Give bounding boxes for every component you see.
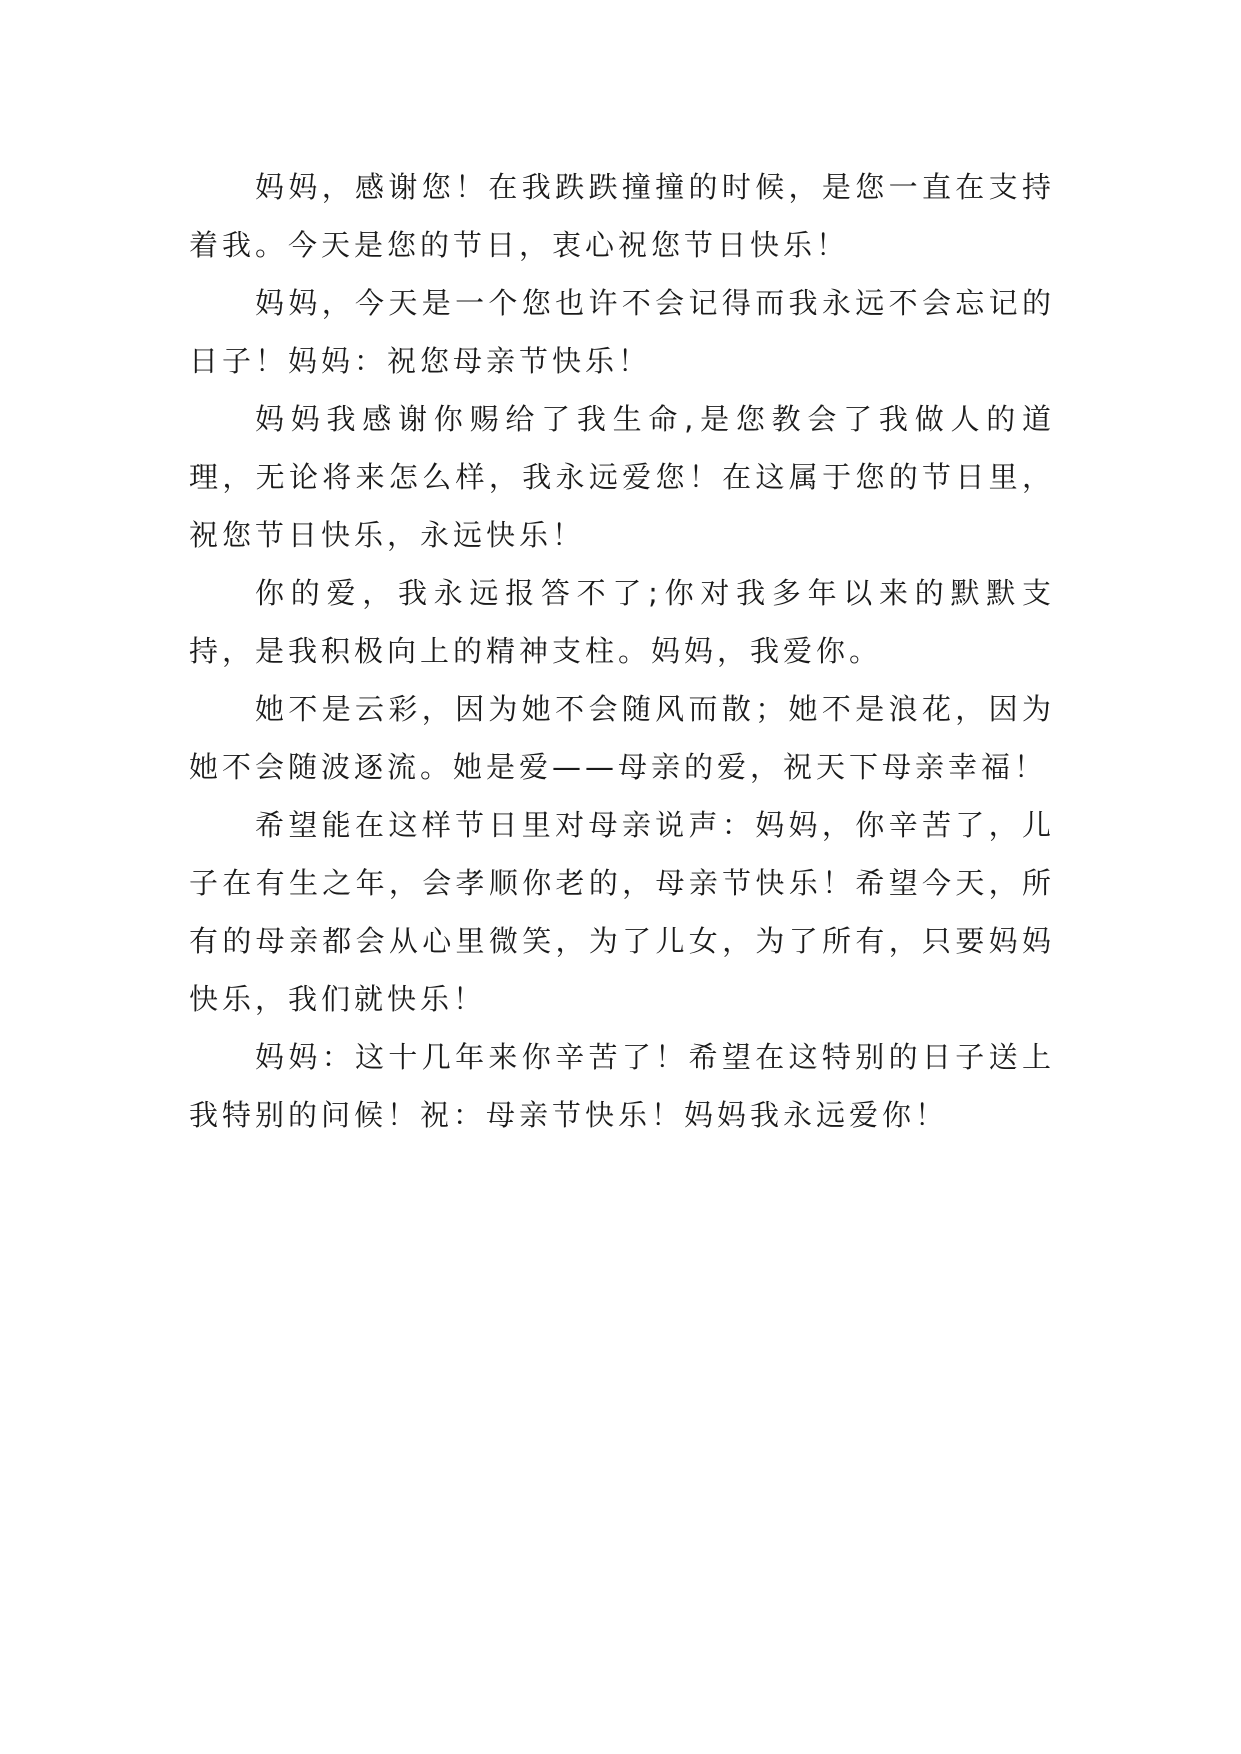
paragraph-6: 希望能在这样节日里对母亲说声：妈妈，你辛苦了，儿子在有生之年，会孝顺你老的，母亲节快乐！希望今天，所有的母亲都会从心里微笑，为了儿女，为了所有，只要妈妈快乐，我们就快乐！: [189, 808, 1055, 1016]
paragraph-7: 妈妈：这十几年来你辛苦了！希望在这特别的日子送上我特别的问候！祝：母亲节快乐！妈妈我永远爱你！: [189, 1040, 1055, 1132]
paragraph-5: 她不是云彩，因为她不会随风而散；她不是浪花，因为她不会随波逐流。她是爱——母亲的爱，祝天下母亲幸福！: [189, 692, 1055, 784]
document-body: [189, 158, 1055, 1144]
paragraph-3: 妈妈我感谢你赐给了我生命,是您教会了我做人的道理，无论将来怎么样，我永远爱您！在这属于您的节日里，祝您节日快乐，永远快乐！: [189, 402, 1055, 552]
paragraph-1: 妈妈，感谢您！在我跌跌撞撞的时候，是您一直在支持着我。今天是您的节日，衷心祝您节日快乐！: [189, 170, 1055, 262]
paragraph-2: 妈妈，今天是一个您也许不会记得而我永远不会忘记的日子！妈妈：祝您母亲节快乐！: [189, 286, 1055, 378]
paragraph-4: 你的爱，我永远报答不了;你对我多年以来的默默支持，是我积极向上的精神支柱。妈妈，我爱你。: [189, 576, 1055, 668]
